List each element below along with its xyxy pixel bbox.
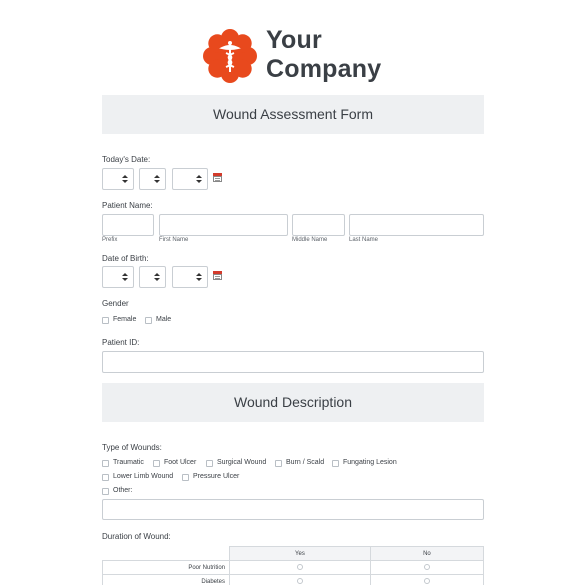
wound-pressure-ulcer-checkbox[interactable] — [182, 474, 189, 481]
company-logo — [202, 26, 392, 86]
select-arrows-icon — [196, 175, 202, 184]
wound-foot-ulcer-label: Foot Ulcer — [164, 459, 197, 466]
matrix-cell — [230, 575, 371, 585]
prefix-sublabel: Prefix — [102, 237, 118, 243]
table-row — [103, 575, 484, 585]
select-arrows-icon — [154, 273, 160, 282]
last-name-sublabel: Last Name — [349, 237, 379, 243]
first-name-input[interactable] — [159, 214, 288, 236]
matrix-cell — [370, 561, 483, 575]
matrix-corner — [103, 547, 230, 561]
gender-female-checkbox[interactable] — [102, 317, 109, 324]
first-name-sublabel: First Name — [159, 237, 189, 243]
diabetes-yes-radio[interactable] — [297, 578, 303, 584]
wound-fungating-label: Fungating Lesion — [343, 459, 397, 466]
wound-types-label: Type of Wounds: — [102, 443, 162, 452]
middle-name-input[interactable] — [292, 214, 345, 236]
matrix-row-label: Poor Nutrition — [103, 561, 230, 575]
wound-lower-limb-checkbox[interactable] — [102, 474, 109, 481]
poor-nutrition-no-radio[interactable] — [424, 564, 430, 570]
matrix-col-no: No — [370, 547, 483, 561]
wound-lower-limb-label: Lower Limb Wound — [113, 473, 174, 480]
matrix-cell — [370, 575, 483, 585]
wound-burn-label: Burn / Scald — [286, 459, 325, 466]
select-arrows-icon — [154, 175, 160, 184]
wound-fungating-checkbox[interactable] — [332, 460, 339, 467]
dob-label: Date of Birth: — [102, 254, 149, 263]
select-arrows-icon — [122, 175, 128, 184]
gender-male-checkbox[interactable] — [145, 317, 152, 324]
wound-traumatic-label: Traumatic — [113, 459, 144, 466]
diabetes-no-radio[interactable] — [424, 578, 430, 584]
wound-description-header: Wound Description — [102, 383, 484, 422]
poor-nutrition-yes-radio[interactable] — [297, 564, 303, 570]
gender-label: Gender — [102, 299, 129, 308]
company-name — [266, 26, 381, 84]
calendar-icon[interactable] — [213, 173, 222, 182]
duration-matrix — [102, 546, 484, 585]
matrix-col-yes: Yes — [230, 547, 371, 561]
prefix-input[interactable] — [102, 214, 154, 236]
table-row — [103, 561, 484, 575]
gender-male-label: Male — [156, 316, 172, 323]
wound-other-checkbox[interactable] — [102, 488, 109, 495]
last-name-input[interactable] — [349, 214, 484, 236]
todays-date-day-select[interactable] — [139, 168, 166, 190]
dob-day-select[interactable] — [139, 266, 166, 288]
gender-female-label: Female — [113, 316, 137, 323]
medical-caduceus-flower-icon — [202, 28, 258, 84]
todays-date-label: Today's Date: — [102, 155, 151, 164]
dob-month-select[interactable] — [102, 266, 134, 288]
select-arrows-icon — [122, 273, 128, 282]
form-title: Wound Assessment Form — [102, 95, 484, 134]
middle-name-sublabel: Middle Name — [292, 237, 328, 243]
calendar-icon[interactable] — [213, 271, 222, 280]
select-arrows-icon — [196, 273, 202, 282]
dob-year-select[interactable] — [172, 266, 208, 288]
wound-surgical-checkbox[interactable] — [206, 460, 213, 467]
wound-foot-ulcer-checkbox[interactable] — [153, 460, 160, 467]
wound-other-label: Other: — [113, 487, 133, 494]
wound-other-input[interactable] — [102, 499, 484, 520]
matrix-row-label: Diabetes — [103, 575, 230, 585]
duration-label: Duration of Wound: — [102, 532, 171, 541]
todays-date-month-select[interactable] — [102, 168, 134, 190]
company-name-line2: Company — [266, 55, 382, 83]
patient-id-label: Patient ID: — [102, 338, 140, 347]
wound-surgical-label: Surgical Wound — [217, 459, 267, 466]
todays-date-year-select[interactable] — [172, 168, 208, 190]
matrix-cell — [230, 561, 371, 575]
patient-id-input[interactable] — [102, 351, 484, 373]
wound-pressure-ulcer-label: Pressure Ulcer — [193, 473, 240, 480]
patient-name-label: Patient Name: — [102, 201, 153, 210]
wound-burn-checkbox[interactable] — [275, 460, 282, 467]
company-name-line1: Your — [266, 26, 322, 54]
wound-traumatic-checkbox[interactable] — [102, 460, 109, 467]
